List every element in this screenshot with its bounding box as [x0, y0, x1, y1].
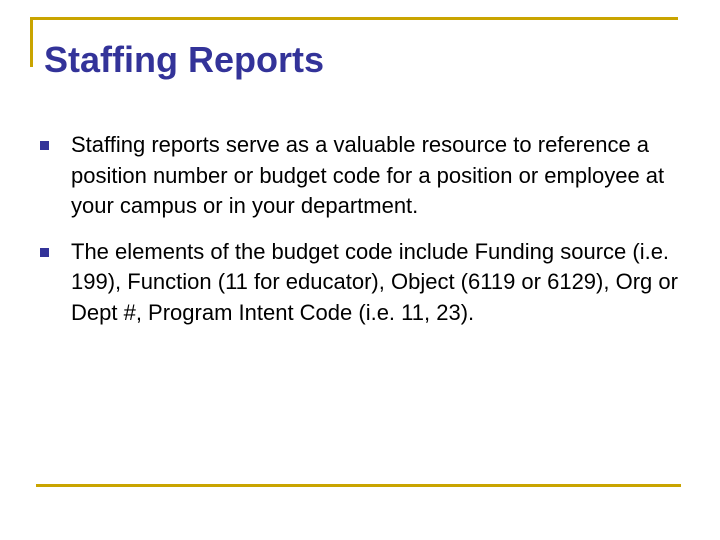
bottom-accent-line — [36, 484, 681, 487]
bullet-list — [40, 130, 680, 343]
top-accent-line — [30, 17, 678, 20]
bullet-item — [40, 237, 680, 329]
slide-title: Staffing Reports — [44, 39, 325, 80]
square-bullet-icon — [40, 141, 49, 150]
bullet-text: The elements of the budget code include Funding source (i.e. 199), Function (11 for educator), Object (6119 or 6129), Org or Dept #, Program Intent Code (i.e. 11, 23). — [71, 238, 678, 325]
left-accent-line — [30, 17, 33, 67]
bullet-item — [40, 130, 680, 222]
square-bullet-icon — [40, 248, 49, 257]
bullet-text: Staffing reports serve as a valuable resource to reference a position number or budget code for a position or employee at your campus or in your department. — [71, 132, 665, 218]
